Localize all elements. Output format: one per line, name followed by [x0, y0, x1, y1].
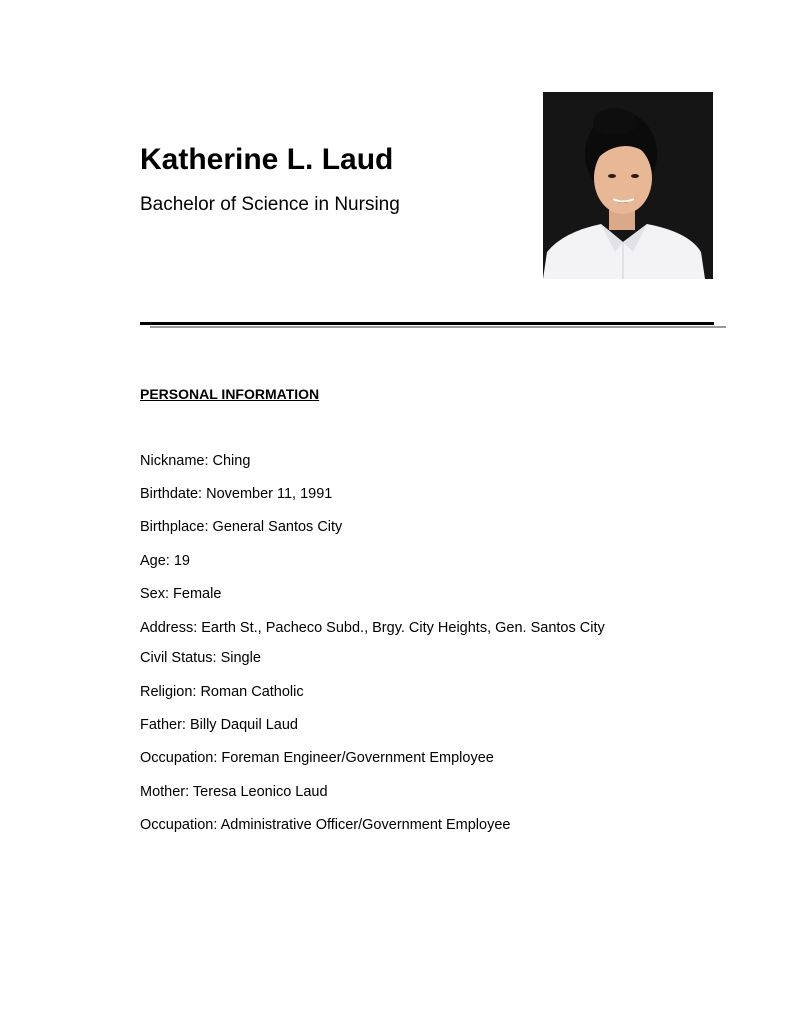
- info-mother: Mother: Teresa Leonico Laud: [140, 784, 328, 800]
- info-address: Address: Earth St., Pacheco Subd., Brgy. City Heights, Gen. Santos City: [140, 620, 605, 636]
- section-title-personal-information: PERSONAL INFORMATION: [140, 386, 320, 402]
- info-father-occupation: Occupation: Foreman Engineer/Government Employee: [140, 750, 494, 766]
- info-nickname: Nickname: Ching: [140, 453, 251, 469]
- info-sex: Sex: Female: [140, 586, 222, 602]
- info-father: Father: Billy Daquil Laud: [140, 717, 298, 733]
- header-divider: [140, 322, 714, 325]
- portrait-photo-icon: [543, 92, 713, 279]
- info-mother-occupation: Occupation: Administrative Officer/Government Employee: [140, 817, 511, 833]
- info-birthdate: Birthdate: November 11, 1991: [140, 486, 333, 502]
- applicant-name: Katherine L. Laud: [140, 143, 394, 176]
- info-age: Age: 19: [140, 553, 190, 569]
- info-birthplace: Birthplace: General Santos City: [140, 519, 343, 535]
- info-civil-status: Civil Status: Single: [140, 650, 261, 666]
- applicant-degree: Bachelor of Science in Nursing: [140, 194, 400, 215]
- header-divider-shadow: [150, 326, 726, 328]
- info-religion: Religion: Roman Catholic: [140, 684, 304, 700]
